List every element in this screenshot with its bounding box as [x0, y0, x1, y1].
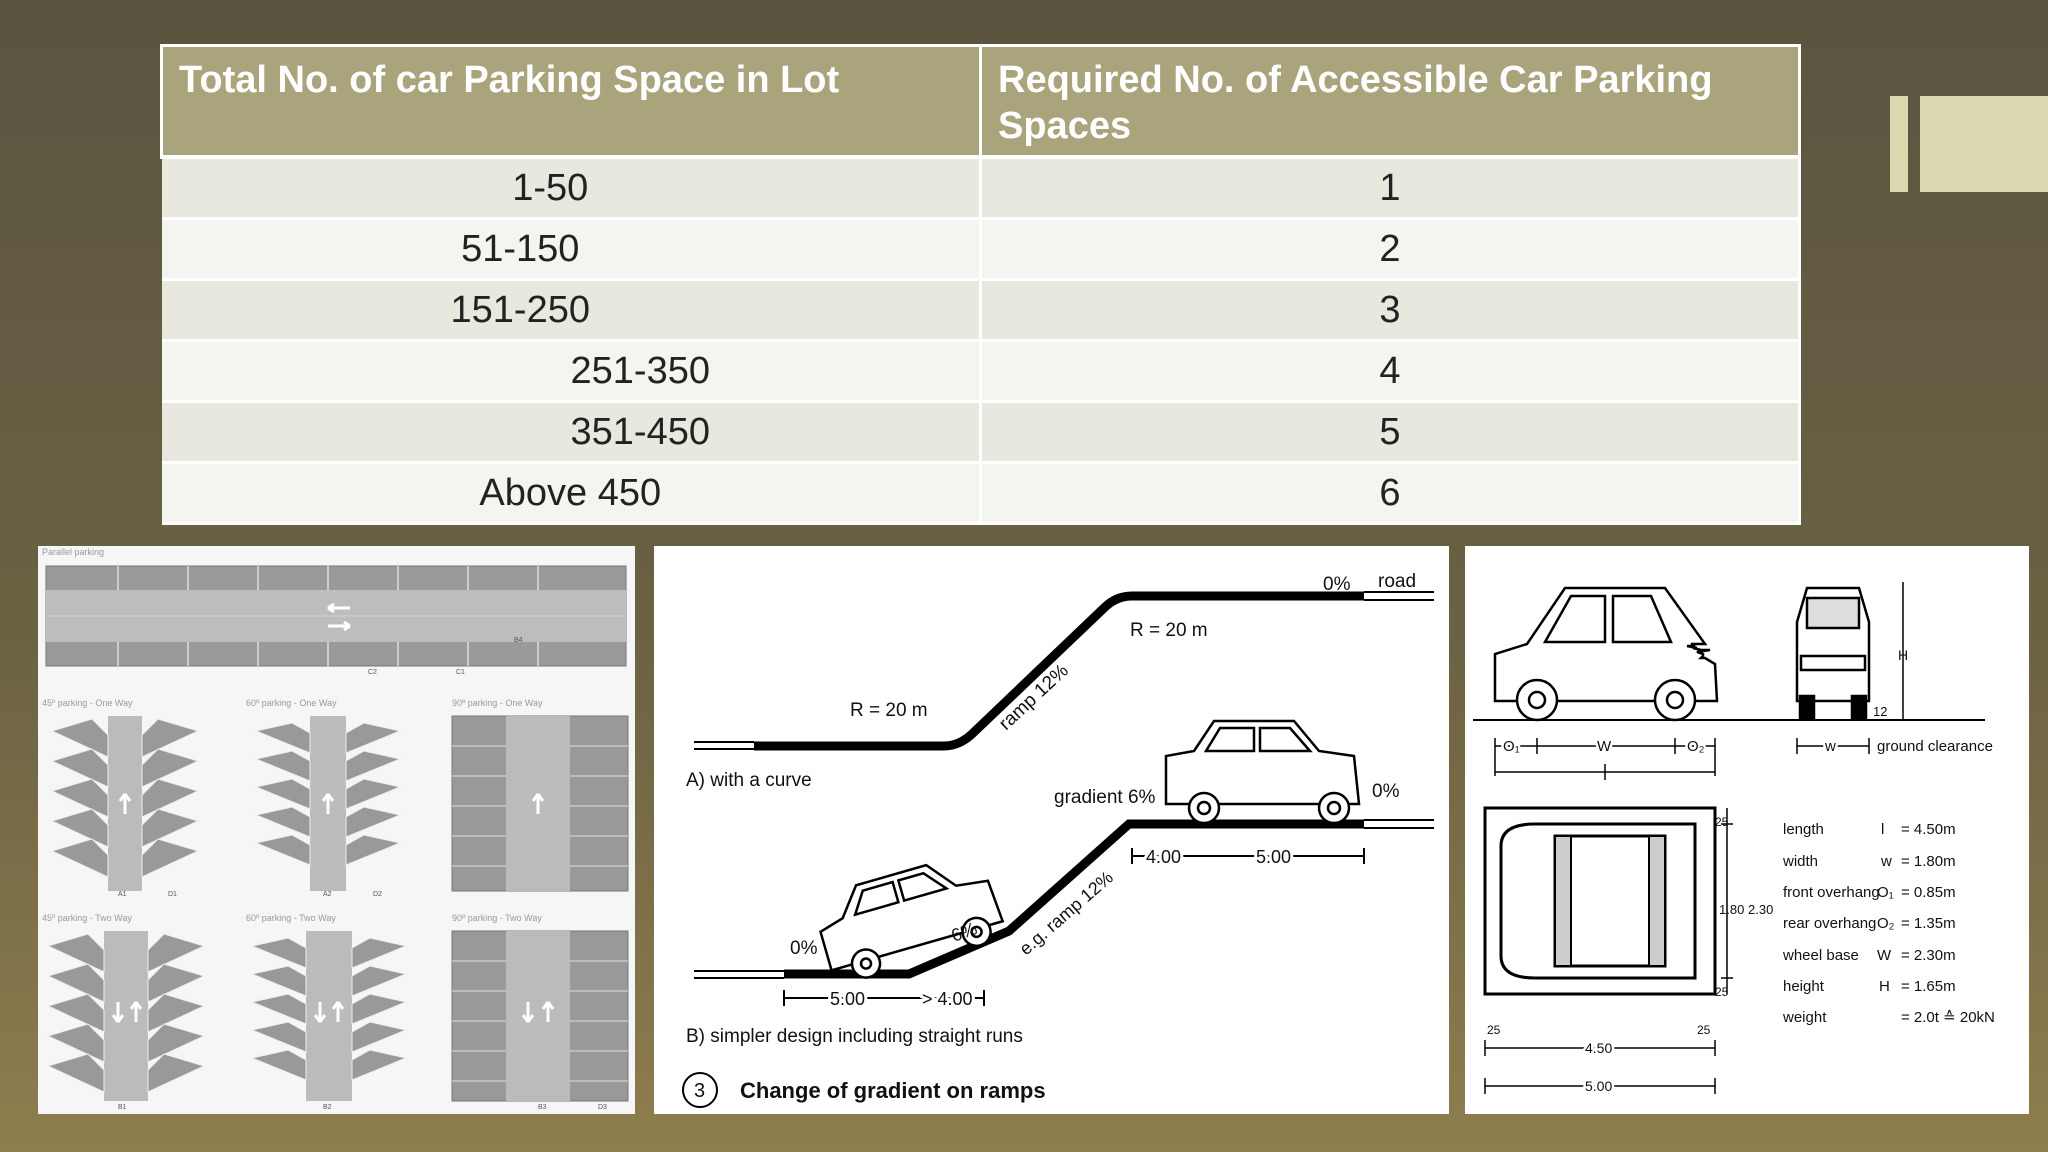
six-percent-label: 6%	[948, 918, 980, 946]
cell-required: 1	[981, 157, 1800, 219]
table-row	[162, 341, 1800, 402]
layout-45-two-way	[48, 931, 204, 1101]
road-label: road	[1378, 571, 1417, 592]
layout-45-one-way	[52, 716, 198, 891]
label-25-left: 25	[1487, 1023, 1501, 1037]
dim-400-lower: > 4.00	[922, 989, 973, 1009]
table-row	[162, 402, 1800, 463]
figure-title: Change of gradient on ramps	[740, 1078, 1046, 1103]
decorative-bar-left	[1890, 96, 1908, 192]
spec-value: = 4.50m	[1901, 821, 1956, 838]
dim-d3: D3	[598, 1104, 607, 1111]
label-25-bottom: 25	[1715, 985, 1729, 999]
spec-value: = 1.80m	[1901, 853, 1956, 870]
dim-d1: D1	[168, 891, 177, 898]
cell-total: 251-350	[162, 341, 981, 402]
decorative-bar-right	[1920, 96, 2048, 192]
car-side-icon	[1495, 588, 1717, 720]
label-ground-clearance: ground clearance	[1877, 738, 1993, 755]
dim-a2: A2	[323, 891, 332, 898]
header-required-spaces: Required No. of Accessible Car Parking Spaces	[981, 46, 1800, 158]
radius-upper: R = 20 m	[1130, 620, 1208, 641]
layout-90-one-way	[452, 716, 628, 891]
label-12: 12	[1873, 704, 1888, 719]
spec-name: weight	[1783, 1009, 1827, 1026]
parallel-parking-title: Parallel parking	[42, 547, 105, 557]
cell-total: 51-150	[162, 219, 981, 280]
spec-symbol: H	[1879, 978, 1890, 995]
layout-label: 90º parking - One Way	[452, 698, 543, 708]
layout-90-two-way	[452, 931, 628, 1101]
spec-value: = 1.65m	[1901, 978, 1956, 995]
label-o2: O₂	[1687, 738, 1705, 755]
layout-label: 45º parking - Two Way	[42, 913, 132, 923]
label-w-wheelbase: W	[1597, 738, 1612, 755]
spec-name: front overhang	[1783, 884, 1880, 901]
spec-value: = 0.85m	[1901, 884, 1956, 901]
zero-percent-lower-right: 0%	[1372, 781, 1400, 802]
spec-name: width	[1783, 853, 1819, 870]
dim-c2: C2	[368, 669, 377, 676]
label-h: H	[1898, 647, 1909, 663]
dim-400-upper: 4.00	[1146, 847, 1182, 867]
spec-symbol: l	[1881, 821, 1885, 838]
caption-a: A) with a curve	[686, 770, 812, 791]
dim-a1: A1	[118, 891, 127, 898]
figure-number: 3	[694, 1080, 706, 1102]
layout-60-two-way	[252, 931, 406, 1101]
car-dimensions-figure	[1465, 546, 2029, 1114]
label-450: 4.50	[1585, 1040, 1613, 1056]
car-rear-icon	[1797, 588, 1869, 718]
spec-name: rear overhang	[1783, 915, 1877, 932]
layout-60-one-way	[256, 716, 400, 891]
dim-b4: B4	[514, 637, 523, 644]
radius-lower: R = 20 m	[850, 700, 928, 721]
spec-symbol: W	[1877, 947, 1892, 964]
table-row	[162, 157, 1800, 219]
cell-required: 3	[981, 280, 1800, 341]
cell-required: 6	[981, 463, 1800, 524]
layout-label: 60º parking - One Way	[246, 698, 337, 708]
spec-symbol: O₁	[1877, 884, 1894, 901]
dim-c1: C1	[456, 669, 465, 676]
zero-percent-lower-left: 0%	[790, 938, 818, 959]
layout-label: 90º parking - Two Way	[452, 913, 542, 923]
spec-value: = 1.35m	[1901, 915, 1956, 932]
caption-b: B) simpler design including straight runs	[686, 1026, 1023, 1047]
spec-name: length	[1783, 821, 1824, 838]
spec-value: = 2.30m	[1901, 947, 1956, 964]
dim-d2: D2	[373, 891, 382, 898]
table-row	[162, 463, 1800, 524]
cell-total: 151-250	[162, 280, 981, 341]
parking-layouts-figure	[38, 546, 635, 1114]
table-row	[162, 280, 1800, 341]
label-500: 5.00	[1585, 1078, 1613, 1094]
side-dim-lines	[1495, 738, 1869, 780]
cell-required: 4	[981, 341, 1800, 402]
car-top-icon	[1166, 721, 1359, 823]
ramp-gradient-figure	[654, 546, 1449, 1114]
dim-500-lower: 5.00	[830, 989, 866, 1009]
gradient-label: gradient 6%	[1054, 787, 1156, 808]
spec-name: height	[1783, 978, 1824, 995]
spec-value: = 2.0t ≙ 20kN	[1901, 1009, 1995, 1026]
cell-total: 1-50	[162, 157, 981, 219]
car-dimensions-svg	[1465, 546, 2029, 1114]
ramp-upper-label: ramp 12%	[995, 660, 1073, 735]
spec-symbol: w	[1881, 853, 1892, 870]
layout-label: 60º parking - Two Way	[246, 913, 336, 923]
spec-name: wheel base	[1783, 947, 1859, 964]
dim-b2: B2	[323, 1104, 332, 1111]
label-w-width: w	[1825, 738, 1836, 755]
cell-required: 2	[981, 219, 1800, 280]
label-180: 1.80	[1719, 902, 1745, 917]
dim-500-upper: 5.00	[1256, 847, 1292, 867]
dim-b3: B3	[538, 1104, 547, 1111]
label-25-right: 25	[1697, 1023, 1711, 1037]
table-header-row	[162, 46, 1800, 158]
spec-list	[1782, 821, 1995, 1026]
label-230: 2.30	[1748, 902, 1774, 917]
label-o1: O₁	[1503, 738, 1520, 755]
zero-percent-top: 0%	[1323, 574, 1351, 595]
parking-layouts-svg	[38, 546, 635, 1114]
spec-symbol: O₂	[1877, 915, 1895, 932]
table-row	[162, 219, 1800, 280]
cell-total: Above 450	[162, 463, 981, 524]
cell-required: 5	[981, 402, 1800, 463]
ramp-gradient-svg	[654, 546, 1449, 1114]
accessible-parking-table	[160, 44, 1801, 525]
car-plan-icon	[1485, 808, 1715, 994]
layout-label: 45º parking - One Way	[42, 698, 133, 708]
car-slope-icon	[811, 849, 1007, 986]
label-25-top: 25	[1715, 815, 1729, 829]
dim-b1: B1	[118, 1104, 127, 1111]
ramp-lower-label: e.g. ramp 12%	[1015, 867, 1117, 960]
cell-total: 351-450	[162, 402, 981, 463]
header-total-spaces: Total No. of car Parking Space in Lot	[162, 46, 981, 158]
